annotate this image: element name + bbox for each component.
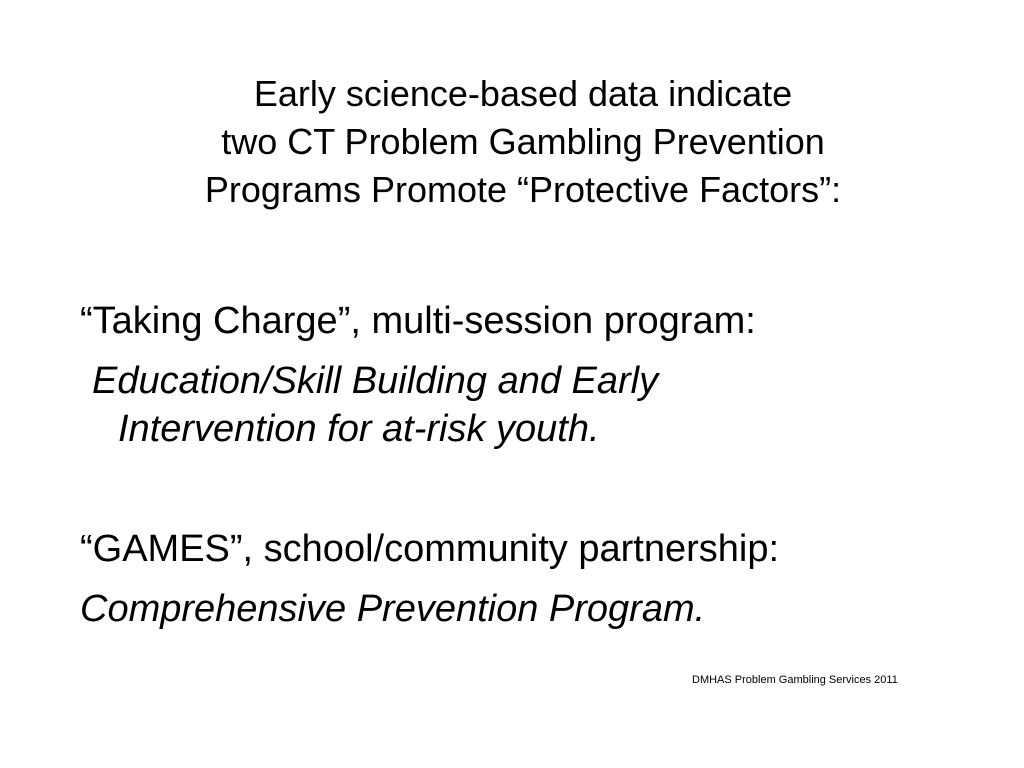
program-1-description-line-2: Intervention for at-risk youth. <box>118 408 600 450</box>
program-1-description-line-1: Education/Skill Building and Early <box>92 360 659 402</box>
program-2-description: Comprehensive Prevention Program. <box>80 588 706 630</box>
program-1-heading: “Taking Charge”, multi-session program: <box>80 300 756 342</box>
title-line-1: Early science-based data indicate <box>253 73 793 114</box>
title-line-3: Programs Promote “Protective Factors”: <box>204 169 842 210</box>
slide-title <box>0 70 1024 214</box>
slide-footer: DMHAS Problem Gambling Services 2011 <box>692 674 898 686</box>
program-2-heading: “GAMES”, school/community partnership: <box>80 528 780 570</box>
title-line-2: two CT Problem Gambling Prevention <box>221 121 825 162</box>
